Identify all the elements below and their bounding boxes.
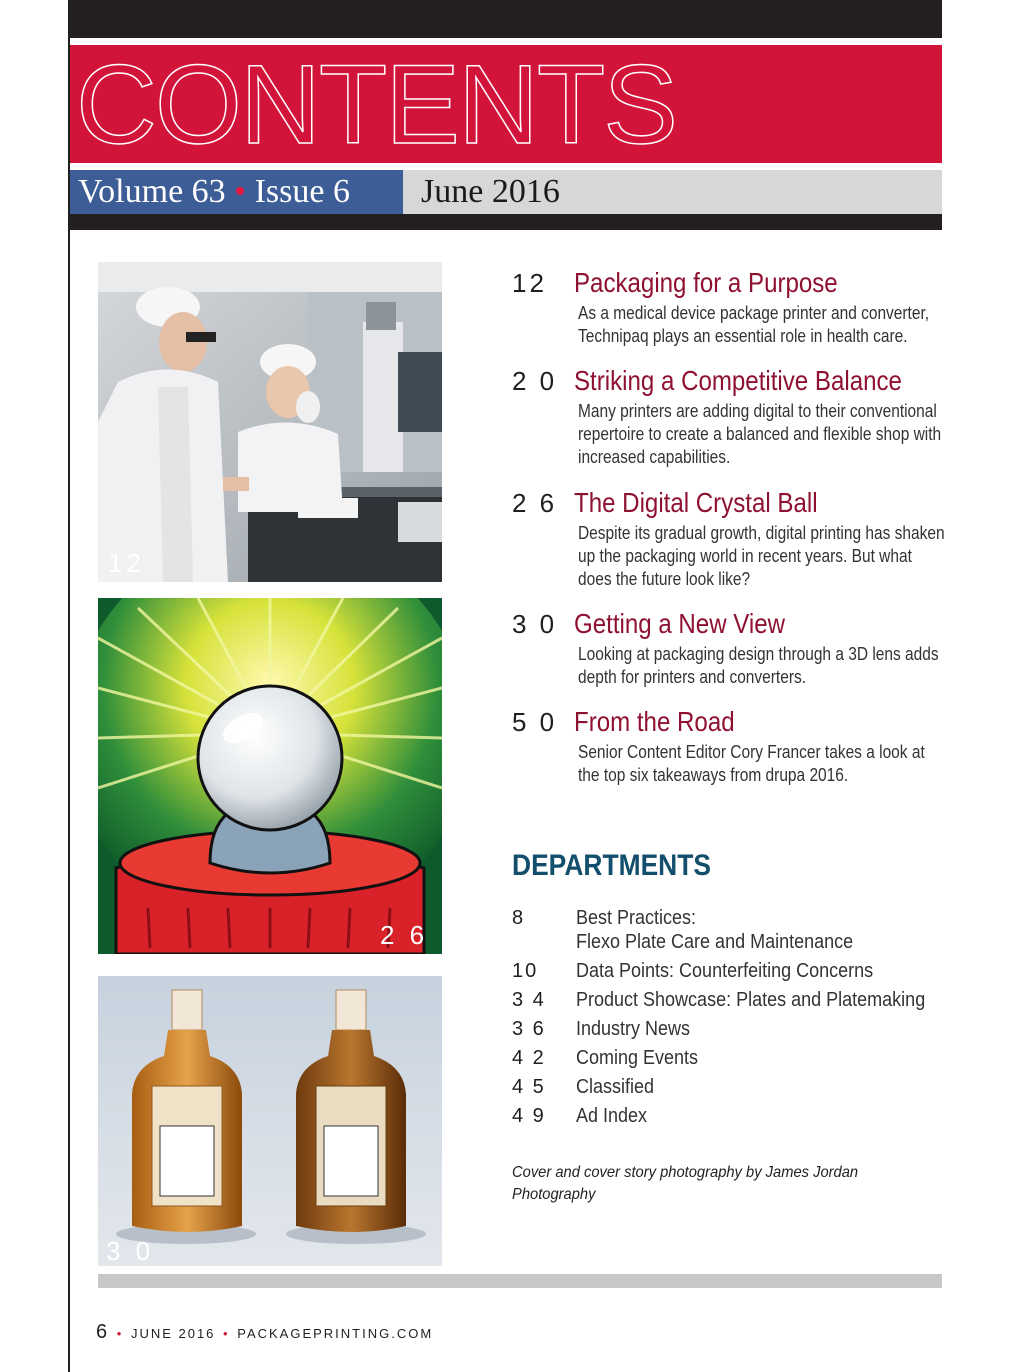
department-item[interactable]	[512, 906, 952, 958]
article-title[interactable]: The Digital Crystal Ball	[574, 487, 818, 518]
department-page-number: 8	[512, 907, 526, 929]
article-description: Despite its gradual growth, digital printing has shaken up the packaging world in recent years. But what does the future look like?	[578, 523, 945, 589]
article-title[interactable]: Getting a New View	[574, 608, 786, 639]
article-description: Looking at packaging design through a 3D lens adds depth for printers and converters.	[578, 644, 939, 687]
department-item[interactable]	[512, 1104, 952, 1128]
article-entry[interactable]	[512, 609, 952, 699]
issue-date: June 2016	[421, 173, 560, 210]
article-title[interactable]: Packaging for a Purpose	[574, 267, 838, 298]
photo-page-number: 3 0	[106, 1236, 155, 1266]
department-item[interactable]	[512, 1046, 952, 1070]
article-page-number: 5 0	[512, 707, 558, 737]
article-page-number: 12	[512, 268, 547, 298]
photo-page-number: 2 6	[380, 920, 429, 950]
photo-page-number: 12	[108, 548, 145, 578]
lab-photo-image	[98, 262, 442, 582]
title-banner	[70, 45, 942, 163]
department-page-number: 3 6	[512, 1018, 546, 1040]
volume-issue-box	[70, 170, 403, 214]
article-entry[interactable]	[512, 366, 952, 476]
department-item[interactable]	[512, 959, 952, 983]
article-title[interactable]: Striking a Competitive Balance	[574, 365, 902, 396]
photo-lab-workers[interactable]	[98, 262, 442, 582]
footer-date: JUNE 2016	[130, 1326, 216, 1341]
photo-credit: Cover and cover story photography by James Jordan Photography	[512, 1164, 859, 1203]
bullet-separator: •	[234, 173, 247, 210]
article-entry[interactable]	[512, 707, 952, 797]
department-page-number: 3 4	[512, 989, 546, 1011]
article-page-number: 2 6	[512, 488, 558, 518]
department-item[interactable]	[512, 1017, 952, 1041]
department-page-number: 10	[512, 960, 539, 982]
article-entry[interactable]	[512, 488, 952, 598]
bottles-image	[98, 976, 442, 1266]
article-description: Many printers are adding digital to their conventional repertoire to create a balanced and flexible shop with increased capabilities.	[578, 401, 942, 467]
footer-website-link[interactable]: PACKAGEPRINTING.COM	[237, 1326, 434, 1341]
departments-heading: DEPARTMENTS	[512, 849, 711, 882]
department-label[interactable]: Data Points: Counterfeiting Concerns	[576, 960, 874, 982]
article-page-number: 2 0	[512, 366, 558, 396]
issue-date-box	[403, 170, 942, 214]
page-footer	[96, 1322, 433, 1344]
article-title[interactable]: From the Road	[574, 706, 735, 737]
article-entry[interactable]	[512, 268, 952, 358]
department-label[interactable]: Ad Index	[576, 1105, 648, 1127]
footer-bullet: •	[223, 1326, 230, 1341]
department-label[interactable]: Product Showcase: Plates and Platemaking	[576, 989, 926, 1011]
crystal-ball-illustration	[98, 598, 442, 954]
top-black-bar	[68, 0, 942, 38]
department-label-line2[interactable]: Flexo Plate Care and Maintenance	[576, 931, 854, 953]
department-page-number: 4 9	[512, 1105, 546, 1127]
department-label[interactable]: Best Practices:	[576, 907, 697, 929]
photo-crystal-ball[interactable]	[98, 598, 442, 954]
department-page-number: 4 2	[512, 1047, 546, 1069]
article-description: Senior Content Editor Cory Francer takes a look at the top six takeaways from drupa 2016.	[578, 742, 925, 785]
article-description: As a medical device package printer and converter, Technipaq plays an essential role in health care.	[578, 303, 930, 346]
issue-label: Issue 6	[254, 173, 350, 210]
page-number: 6	[96, 1321, 108, 1343]
footer-gray-bar	[98, 1274, 942, 1288]
photo-bottles[interactable]	[98, 976, 442, 1266]
header-bottom-bar	[68, 214, 942, 230]
department-label[interactable]: Coming Events	[576, 1047, 699, 1069]
department-label[interactable]: Classified	[576, 1076, 655, 1098]
volume-label: Volume 63	[78, 173, 226, 210]
article-page-number: 3 0	[512, 609, 558, 639]
footer-bullet: •	[116, 1326, 124, 1341]
page-title: CONTENTS	[76, 45, 676, 163]
department-label[interactable]: Industry News	[576, 1018, 691, 1040]
department-page-number: 4 5	[512, 1076, 546, 1098]
department-item[interactable]	[512, 1075, 952, 1099]
department-item[interactable]	[512, 988, 952, 1012]
